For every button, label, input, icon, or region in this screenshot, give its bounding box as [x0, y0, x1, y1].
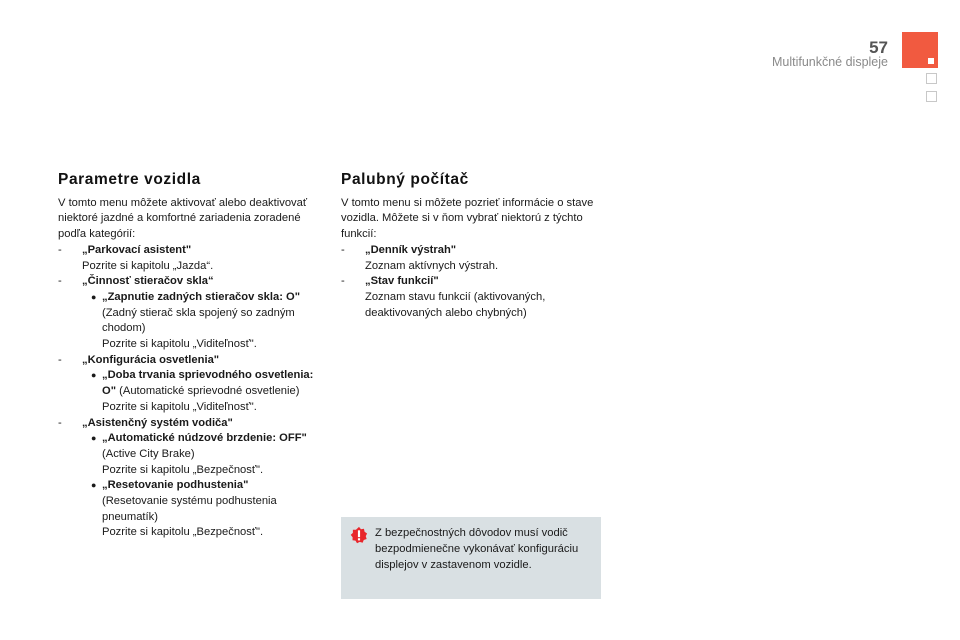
list-item: - „Stav funkcií" Zoznam stavu funkcií (aktivovaných, deaktivovaných alebo chybných): [341, 274, 603, 321]
sub-item-label: „Resetovanie podhustenia": [102, 479, 249, 492]
item-label: „Denník výstrah": [365, 243, 457, 256]
sub-item-desc: (Automatické sprievodné osvetlenie): [119, 385, 300, 398]
item-label: „Stav funkcií": [365, 275, 439, 288]
intro-text: V tomto menu si môžete pozrieť informácie o stave vozidla. Môžete si v ňom vybrať niektorú z týchto funkcií:: [341, 196, 594, 241]
sub-item: ● „Doba trvania sprievodného osvetlenia: O" (Automatické sprievodné osvetlenie) Pozrite si kapitolu „Viditeľnosť".: [91, 368, 328, 415]
page-number: 57: [869, 38, 888, 57]
sub-item-label: „Doba trvania sprievodného osvetlenia: O": [102, 369, 314, 398]
sub-item-label: „Zapnutie zadných stieračov skla: O": [102, 290, 301, 303]
trip-computer-section: [341, 172, 603, 321]
warning-exclamation-icon: [350, 526, 368, 544]
safety-warning-box: [341, 517, 601, 599]
item-desc: Zoznam aktívnych výstrah.: [365, 259, 499, 272]
sub-item-reference: Pozrite si kapitolu „Viditeľnosť".: [102, 400, 257, 413]
warning-text: Z bezpečnostných dôvodov musí vodič bezpodmienečne vykonávať konfiguráciu displejov v zastavenom vozidle.: [375, 527, 579, 572]
section-title: Palubný počítač: [341, 171, 469, 188]
list-item: - „Parkovací asistent" Pozrite si kapitolu „Jazda“.: [58, 243, 328, 274]
sub-item-reference: Pozrite si kapitolu „Bezpečnosť".: [102, 463, 264, 476]
item-label: „Asistenčný systém vodiča": [82, 416, 233, 429]
sub-item-reference: Pozrite si kapitolu „Bezpečnosť".: [102, 526, 264, 539]
list-item: - „Činnosť stieračov skla“ ● „Zapnutie zadných stieračov skla: O" (Zadný stierač skla spojený so zadným chodom) Pozrite si kapitolu „Viditeľnosť".: [58, 274, 328, 353]
list-item: - „Asistenčný systém vodiča" ● „Automatické núdzové brzdenie: OFF" (Active City Brake) Pozrite si kapitolu „Bezpečnosť". ● „Resetovanie podhustenia" (Resetovanie systému podhustenia pneumatík) Pozrite si kapitolu „Bezpečnosť".: [58, 416, 328, 542]
vehicle-parameters-section: [58, 172, 328, 541]
list-item: - „Konfigurácia osvetlenia" ● „Doba trvania sprievodného osvetlenia: O" (Automatické sprievodné osvetlenie) Pozrite si kapitolu „Viditeľnosť".: [58, 353, 328, 416]
sub-item: ● „Resetovanie podhustenia" (Resetovanie systému podhustenia pneumatík) Pozrite si kapitolu „Bezpečnosť".: [91, 478, 328, 541]
chapter-tab[interactable]: [926, 73, 937, 84]
sub-item-desc: (Resetovanie systému podhustenia pneumatík): [102, 495, 277, 523]
item-reference: Pozrite si kapitolu „Jazda“.: [82, 259, 214, 272]
chapter-title: Multifunkčné displeje: [771, 55, 888, 69]
sub-item-desc: (Active City Brake): [102, 447, 195, 460]
tab-marker: [928, 58, 934, 64]
sub-item: ● „Zapnutie zadných stieračov skla: O" (Zadný stierač skla spojený so zadným chodom) Pozrite si kapitolu „Viditeľnosť".: [91, 290, 328, 353]
list-item: - „Denník výstrah" Zoznam aktívnych výstrah.: [341, 243, 603, 274]
chapter-tab[interactable]: [926, 91, 937, 102]
sub-item: ● „Automatické núdzové brzdenie: OFF" (Active City Brake) Pozrite si kapitolu „Bezpečnosť".: [91, 431, 328, 478]
chapter-tab-active[interactable]: [902, 32, 938, 68]
section-title: Parametre vozidla: [58, 171, 201, 188]
intro-text: V tomto menu môžete aktivovať alebo deaktivovať niektoré jazdné a komfortné zariadenia zoradené podľa kategórií:: [58, 196, 308, 241]
sub-item-label: „Automatické núdzové brzdenie: OFF": [102, 432, 307, 445]
sub-item-reference: Pozrite si kapitolu „Viditeľnosť".: [102, 338, 257, 351]
item-label: „Parkovací asistent": [82, 243, 192, 256]
sub-item-desc: (Zadný stierač skla spojený so zadným chodom): [102, 306, 295, 335]
item-label: „Konfigurácia osvetlenia": [82, 353, 220, 366]
item-desc: Zoznam stavu funkcií (aktivovaných, deaktivovaných alebo chybných): [365, 290, 546, 319]
item-label: „Činnosť stieračov skla“: [82, 275, 214, 288]
